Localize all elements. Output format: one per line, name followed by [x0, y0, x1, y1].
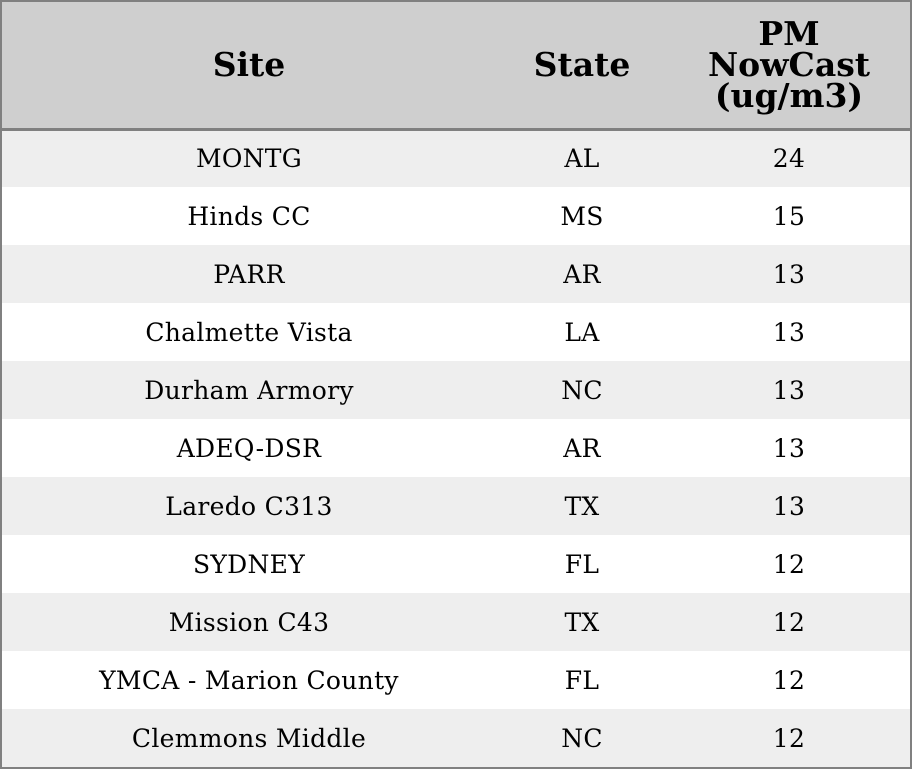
column-header-pm-line1: PM	[758, 14, 820, 54]
cell-state: FL	[564, 549, 600, 579]
cell-site: Chalmette Vista	[145, 317, 353, 347]
cell-site: Hinds CC	[187, 201, 311, 231]
cell-state: NC	[561, 375, 603, 405]
column-header-pm-line2: NowCast	[707, 45, 871, 85]
cell-pm: 12	[772, 549, 806, 579]
cell-state: AR	[563, 433, 601, 463]
table-row	[2, 419, 910, 477]
table-row	[2, 651, 910, 709]
table-row	[2, 535, 910, 593]
cell-site: MONTG	[195, 144, 303, 174]
cell-state: AR	[563, 259, 601, 289]
cell-state: AL	[564, 144, 600, 174]
table-row	[2, 303, 910, 361]
cell-pm: 15	[772, 201, 806, 231]
cell-state: LA	[564, 317, 600, 347]
column-header-pm-line3: (ug/m3)	[714, 76, 864, 116]
table-header	[2, 2, 910, 129]
cell-pm: 12	[772, 723, 806, 753]
table-row	[2, 477, 910, 535]
cell-site: YMCA - Marion County	[99, 665, 399, 695]
cell-pm: 13	[772, 375, 806, 405]
cell-state: FL	[564, 665, 600, 695]
table-row	[2, 593, 910, 651]
cell-state: NC	[561, 723, 603, 753]
table-row	[2, 709, 910, 767]
cell-pm: 13	[772, 433, 806, 463]
cell-state: MS	[560, 201, 604, 231]
cell-state: TX	[564, 491, 600, 521]
table-row	[2, 129, 910, 187]
column-header-site: Site	[2, 2, 496, 129]
cell-site: SYDNEY	[192, 549, 306, 579]
cell-site: Laredo C313	[165, 491, 333, 521]
cell-pm: 13	[772, 491, 806, 521]
cell-pm: 12	[772, 665, 806, 695]
column-header-pm-nowcast	[668, 2, 910, 129]
cell-pm: 24	[772, 144, 806, 174]
table-body	[2, 129, 910, 767]
cell-site: Mission C43	[168, 607, 330, 637]
cell-site: ADEQ-DSR	[176, 433, 322, 463]
cell-pm: 13	[772, 317, 806, 347]
column-header-state: State	[496, 2, 668, 129]
cell-site: Durham Armory	[144, 375, 354, 405]
cell-site: PARR	[213, 259, 285, 289]
table-row	[2, 245, 910, 303]
table-row	[2, 361, 910, 419]
pm-nowcast-table	[2, 2, 910, 767]
cell-state: TX	[564, 607, 600, 637]
cell-pm: 13	[772, 259, 806, 289]
header-row	[2, 2, 910, 129]
cell-pm: 12	[772, 607, 806, 637]
cell-site: Clemmons Middle	[131, 723, 367, 753]
table-row	[2, 187, 910, 245]
